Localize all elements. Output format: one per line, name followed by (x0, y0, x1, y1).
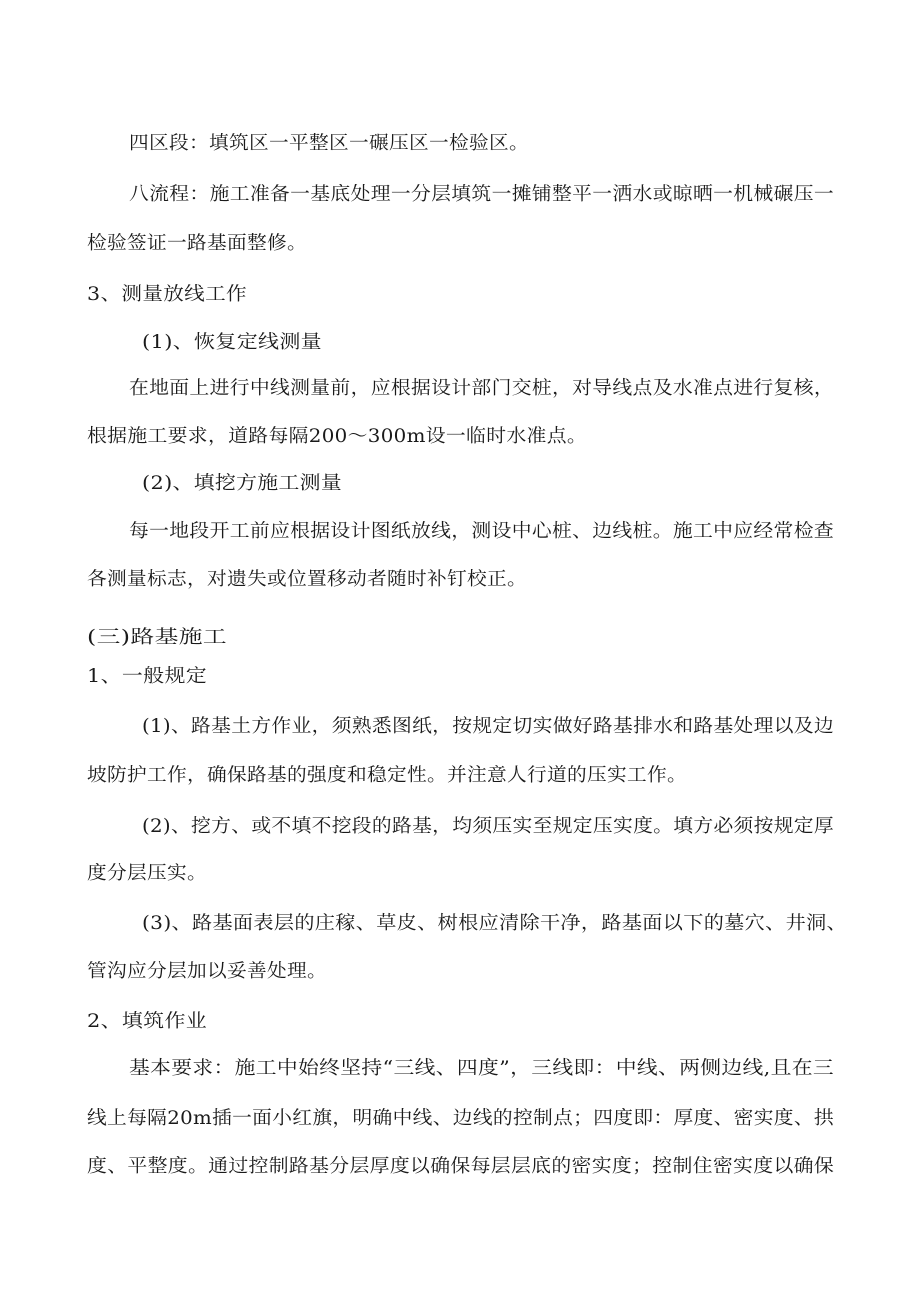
paragraph-line: 四区段：填筑区一平整区一碾压区一检验区。 (129, 133, 530, 154)
paragraph-line: 坡防护工作，确保路基的强度和稳定性。并注意人行道的压实工作。 (87, 765, 687, 786)
paragraph-line: 每一地段开工前应根据设计图纸放线，测设中心桩、边线桩。施工中应经常检查 (129, 521, 834, 542)
paragraph-line: 度、平整度。通过控制路基分层厚度以确保每层层底的密实度；控制住密实度以确保 (87, 1156, 835, 1177)
paragraph-line: (3)、路基面表层的庄稼、草皮、树根应清除干净，路基面以下的墓穴、井洞、 (142, 913, 848, 934)
paragraph-line: 在地面上进行中线测量前，应根据设计部门交桩，对导线点及水准点进行复核， (129, 378, 834, 399)
paragraph-line: 度分层压实。 (87, 863, 207, 884)
paragraph-line: 基本要求：施工中始终坚持“三线、四度”，三线即：中线、两侧边线,且在三 (129, 1058, 834, 1079)
paragraph-line: (1)、路基土方作业，须熟悉图纸，按规定切实做好路基排水和路基处理以及边 (142, 716, 834, 737)
paragraph-line: 根据施工要求，道路每隔200～300m设一临时水准点。 (87, 426, 588, 447)
section-heading: (三)路基施工 (87, 627, 228, 648)
paragraph-line: (2)、挖方、或不填不挖段的路基，均须压实至规定压实度。填方必须按规定厚 (142, 816, 834, 837)
section-heading: 1、一般规定 (87, 666, 207, 687)
paragraph-line: 八流程：施工准备一基底处理一分层填筑一摊铺整平一洒水或晾晒一机械碾压一 (129, 184, 834, 205)
section-heading: 3、测量放线工作 (87, 284, 247, 305)
paragraph-line: 管沟应分层加以妥善处理。 (87, 961, 328, 982)
subsection-heading: (2)、填挖方施工测量 (142, 473, 343, 494)
paragraph-line: 检验签证一路基面整修。 (87, 233, 308, 254)
subsection-heading: (1)、恢复定线测量 (142, 332, 323, 353)
paragraph-line: 线上每隔20m插一面小红旗，明确中线、边线的控制点；四度即：厚度、密实度、拱 (87, 1108, 834, 1129)
paragraph-line: 各测量标志，对遗失或位置移动者随时补钉校正。 (87, 569, 527, 590)
section-heading: 2、填筑作业 (87, 1011, 207, 1032)
